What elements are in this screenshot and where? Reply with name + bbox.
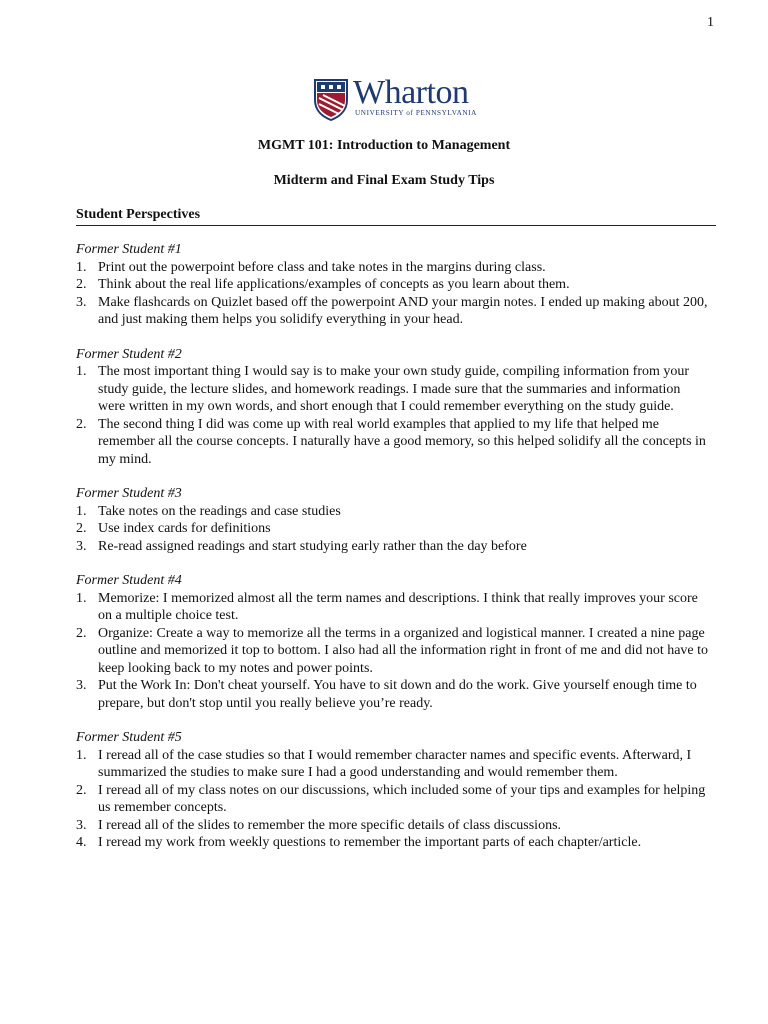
list-item-text: Re-read assigned readings and start studying early rather than the day before (98, 538, 527, 554)
list-item-text: Memorize: I memorized almost all the term names and descriptions. I think that really improves your score on a multiple choice test. (98, 590, 698, 623)
list-item-text: Use index cards for definitions (98, 521, 271, 536)
tips-list (76, 590, 710, 713)
document-subtitle: Midterm and Final Exam Study Tips (273, 173, 495, 188)
student-label: Former Student #1 (76, 242, 182, 257)
list-item-text: Think about the real life applications/examples of concepts as you learn about them. (98, 277, 570, 292)
list-item-text: Take notes on the readings and case studies (98, 503, 341, 519)
student-group-2 (76, 346, 710, 469)
list-item: 3. I reread all of the slides to remember the more specific details of class discussions. (76, 817, 562, 833)
list-item: 4. I reread my work from weekly questions to remember the important parts of each chapter/article. (76, 835, 642, 850)
list-item: 3. Make flashcards on Quizlet based off the powerpoint AND your margin notes. I ended up making about 200, and just making them helps you solidify everything in your head. (76, 294, 708, 327)
list-item: 2. I reread all of my class notes on our discussions, which included some of your tips and examples for helping us remember concepts. (76, 782, 706, 815)
student-label: Former Student #3 (76, 486, 182, 501)
student-label: Former Student #4 (76, 573, 182, 588)
student-label: Former Student #5 (76, 730, 182, 745)
student-group-3 (76, 485, 710, 555)
logo-wordmark: Wharton (353, 74, 469, 111)
list-item: 2. Think about the real life applications/examples of concepts as you learn about them. (76, 277, 570, 292)
list-item-text: I reread my work from weekly questions to remember the important parts of each chapter/article. (98, 835, 642, 850)
list-item-text: I reread all of my class notes on our discussions, which included some of your tips and examples for helping us remember concepts. (98, 782, 706, 815)
list-item-text: The second thing I did was come up with real world examples that applied to my life that helped me remember all the course concepts. I naturally have a good memory, so this helped solidify all the concepts in my mind. (98, 416, 706, 467)
list-item: 3. Put the Work In: Don't cheat yourself. You have to sit down and do the work. Give yourself enough time to prepare, but don't stop until you really believe you’re ready. (76, 678, 697, 711)
list-item-text: Organize: Create a way to memorize all the terms in a organized and logistical manner. I created a nine page outline and memorized it top to bottom. I also had all the information right in front of me and did not have to keep looking back to my notes and power points. (98, 625, 709, 676)
list-item: 2. The second thing I did was come up with real world examples that applied to my life that helped me remember all the course concepts. I naturally have a good memory, so this helped solidify all the concepts in my mind. (76, 416, 706, 467)
course-title: MGMT 101: Introduction to Management (257, 138, 511, 153)
shield-icon (313, 78, 349, 122)
section-heading: Student Perspectives (76, 207, 716, 226)
student-group-5 (76, 729, 710, 852)
list-item: 1. Print out the powerpoint before class and take notes in the margins during class. (76, 259, 546, 275)
page-number: 1 (707, 15, 714, 30)
student-label: Former Student #2 (76, 346, 182, 362)
tips-list (76, 363, 710, 468)
list-item: 2. Use index cards for definitions (76, 521, 271, 536)
list-item: 1. The most important thing I would say is to make your own study guide, compiling information from your study guide, the lecture slides, and homework readings. I made sure that the summaries and information were written in my own words, and short enough that I could remember everything on the study guide. (76, 364, 690, 414)
list-item: 1. Memorize: I memorized almost all the term names and descriptions. I think that really improves your score on a multiple choice test. (76, 590, 698, 623)
list-item-text: I reread all of the case studies so that I would remember character names and specific events. Afterward, I summarized the studies to make sure I had a good understanding and would remember them. (98, 747, 692, 780)
list-item-text: Make flashcards on Quizlet based off the powerpoint AND your margin notes. I ended up making about 200, and just making them helps you solidify everything in your head. (98, 294, 708, 327)
student-group-4 (76, 572, 710, 712)
tips-list (76, 747, 710, 852)
list-item-text: Print out the powerpoint before class and take notes in the margins during class. (98, 259, 546, 275)
list-item-text: The most important thing I would say is to make your own study guide, compiling information from your study guide, the lecture slides, and homework readings. I made sure that the summaries and information were written in my own words, and short enough that I could remember everything on the study guide. (98, 364, 690, 414)
list-item-text: Put the Work In: Don't cheat yourself. You have to sit down and do the work. Give yourself enough time to prepare, but don't stop until you really believe you’re ready. (98, 678, 697, 711)
tips-list (76, 259, 710, 329)
list-item: 2. Organize: Create a way to memorize all the terms in a organized and logistical manner. I created a nine page outline and memorized it top to bottom. I also had all the information right in front of me and did not have to keep looking back to my notes and power points. (76, 625, 709, 676)
student-perspectives (76, 241, 710, 869)
logo-subtitle: UNIVERSITY of PENNSYLVANIA (355, 109, 477, 117)
list-item: 1. I reread all of the case studies so that I would remember character names and specific events. Afterward, I summarized the studies to make sure I had a good understanding and would remember them. (76, 747, 692, 780)
student-group-1 (76, 241, 710, 329)
list-item: 1. Take notes on the readings and case studies (76, 503, 341, 519)
list-item: 3. Re-read assigned readings and start studying early rather than the day before (76, 538, 527, 554)
wharton-logo (313, 74, 483, 122)
list-item-text: I reread all of the slides to remember the more specific details of class discussions. (98, 817, 562, 833)
tips-list (76, 503, 710, 556)
